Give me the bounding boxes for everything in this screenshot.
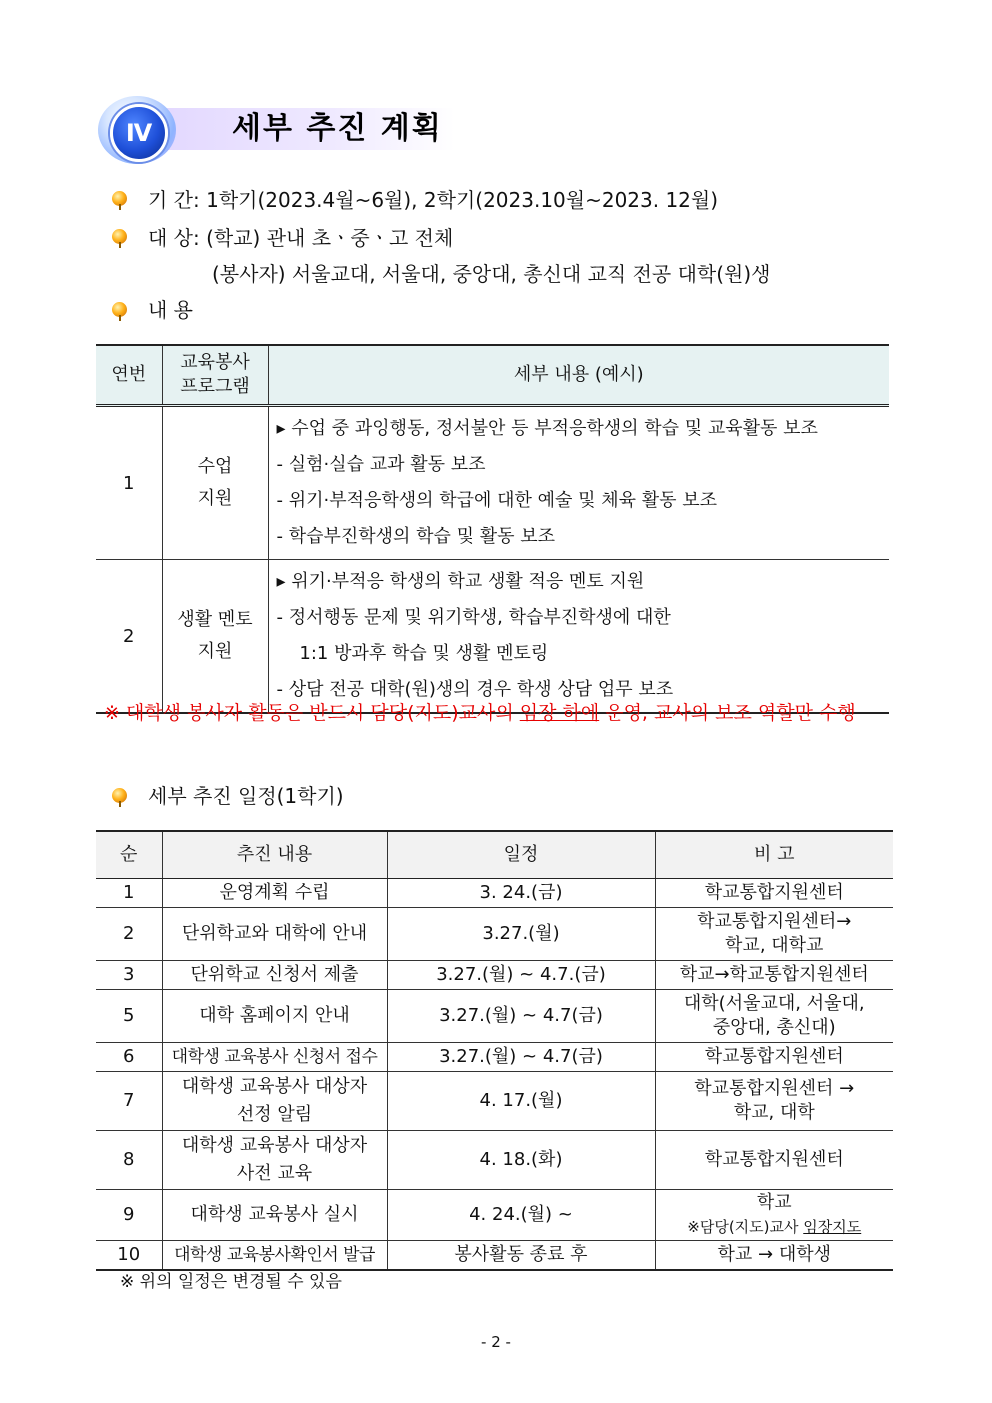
- target-line2: (봉사자) 서울교대, 서울대, 중앙대, 총신대 교직 전공 대학(원)생: [212, 262, 771, 286]
- bullet-icon: [112, 191, 127, 206]
- notice-part1: ※ 대학생 봉사자 활동은 반드시 담당(지도)교사의: [104, 702, 520, 724]
- row-detail: [268, 406, 889, 560]
- bullet-icon: [112, 229, 127, 244]
- row-date: 3.27.(월) ~ 4.7(금): [387, 1043, 655, 1072]
- period-line: [148, 186, 718, 214]
- row-date: 4. 17.(월): [387, 1072, 655, 1131]
- row-task: 단위학교와 대학에 안내: [162, 908, 387, 961]
- table-row: [96, 406, 889, 560]
- row-note: 학교→학교통합지원센터: [655, 961, 893, 990]
- row-num: 6: [96, 1043, 162, 1072]
- detail-line: 1:1 방과후 학습 및 생활 멘토링: [276, 643, 549, 664]
- row-note: 학교 → 대학생: [655, 1241, 893, 1270]
- row-note-line1: 학교: [756, 1192, 792, 1213]
- table-row: [96, 908, 893, 961]
- schedule-change-note: ※ 위의 일정은 변경될 수 있음: [120, 1272, 342, 1292]
- row-note-line1: 대학(서울교대, 서울대,: [683, 993, 865, 1014]
- detail-line: ▸ 수업 중 과잉행동, 정서불안 등 부적응학생의 학습 및 교육활동 보조: [276, 418, 818, 439]
- row-task: 대학생 교육봉사 실시: [162, 1190, 387, 1241]
- row-num: 1: [96, 406, 162, 560]
- header-detail: 세부 내용 (예시): [268, 345, 889, 406]
- schedule-table: [96, 830, 893, 1271]
- page-number: - 2 -: [481, 1333, 511, 1351]
- row-note: [655, 1072, 893, 1131]
- bullet-icon: [112, 302, 127, 317]
- row-task: [162, 1131, 387, 1190]
- row-note-line2: 학교, 대학: [733, 1102, 815, 1123]
- table-row: [96, 1190, 893, 1241]
- period-value: 1학기(2023.4월~6월), 2학기(2023.10월~2023. 12월): [206, 188, 719, 212]
- row-program-line1: 수업: [197, 456, 233, 477]
- row-task: [162, 1072, 387, 1131]
- section-title: 세부 추진 계획: [232, 111, 443, 146]
- detail-line: - 위기·부적응학생의 학급에 대한 예술 및 체육 활동 보조: [276, 490, 718, 511]
- row-num: 3: [96, 961, 162, 990]
- detail-line: - 상담 전공 대학(원)생의 경우 학생 상담 업무 보조: [276, 679, 674, 700]
- row-task: 대학 홈페이지 안내: [162, 990, 387, 1043]
- table-row: [96, 560, 889, 714]
- table-row: [96, 1241, 893, 1270]
- detail-line: - 학습부진학생의 학습 및 활동 보조: [276, 526, 556, 547]
- row-date: 3.27.(월) ~ 4.7.(금): [387, 961, 655, 990]
- schedule-label: 세부 추진 일정(1학기): [148, 784, 344, 808]
- table-header-row: [96, 345, 889, 406]
- row-note-line1: 학교통합지원센터→: [697, 911, 852, 932]
- row-date: 4. 18.(화): [387, 1131, 655, 1190]
- notice-underlined: 임장 하에: [519, 702, 600, 724]
- header-num: 연번: [96, 345, 162, 406]
- table-row: [96, 990, 893, 1043]
- header-note: 비 고: [655, 831, 893, 879]
- row-note: 학교통합지원센터: [655, 1043, 893, 1072]
- row-date: 3. 24.(금): [387, 879, 655, 908]
- row-note: 학교통합지원센터: [655, 879, 893, 908]
- table-row: [96, 1131, 893, 1190]
- bullet-icon: [112, 788, 127, 803]
- row-note: [655, 990, 893, 1043]
- detail-line: - 실험·실습 교과 활동 보조: [276, 454, 486, 475]
- row-num: 5: [96, 990, 162, 1043]
- section-numeral: Ⅳ: [110, 104, 168, 162]
- table-header-row: [96, 831, 893, 879]
- header-task: 추진 내용: [162, 831, 387, 879]
- row-date: 봉사활동 종료 후: [387, 1241, 655, 1270]
- row-num: 1: [96, 879, 162, 908]
- row-task: 단위학교 신청서 제출: [162, 961, 387, 990]
- header-num: 순: [96, 831, 162, 879]
- note-underlined: 임장지도: [803, 1218, 862, 1236]
- target-line1: (학교) 관내 초ㆍ중ㆍ고 전체: [206, 226, 454, 250]
- program-table: [96, 344, 889, 714]
- table-row: [96, 879, 893, 908]
- row-task-line2: 사전 교육: [236, 1163, 313, 1184]
- detail-line: - 정서행동 문제 및 위기학생, 학습부진학생에 대한: [276, 607, 671, 628]
- row-task: 대학생 교육봉사확인서 발급: [162, 1241, 387, 1270]
- notice-part2: 운영, 교사의 보조 역할만 수행: [599, 702, 856, 724]
- section-number-badge: [98, 96, 176, 164]
- row-num: 2: [96, 908, 162, 961]
- detail-line: ▸ 위기·부적응 학생의 학교 생활 적응 멘토 지원: [276, 571, 645, 592]
- row-note: 학교통합지원센터: [655, 1131, 893, 1190]
- row-task: 운영계획 수립: [162, 879, 387, 908]
- row-num: 10: [96, 1241, 162, 1270]
- table-row: [96, 961, 893, 990]
- row-task: 대학생 교육봉사 신청서 접수: [162, 1043, 387, 1072]
- row-note-line1: 학교통합지원센터 →: [694, 1078, 855, 1099]
- header-date: 일정: [387, 831, 655, 879]
- row-date: 3.27.(월) ~ 4.7(금): [387, 990, 655, 1043]
- row-detail: [268, 560, 889, 714]
- row-program-line2: 지원: [197, 488, 233, 509]
- row-task-line2: 선정 알림: [236, 1104, 313, 1125]
- row-date: 3.27.(월): [387, 908, 655, 961]
- row-note: [655, 908, 893, 961]
- note-prefix: ※담당(지도)교사: [687, 1218, 804, 1236]
- row-task-line1: 대학생 교육봉사 대상자: [181, 1135, 368, 1156]
- row-date: 4. 24.(월) ~: [387, 1190, 655, 1241]
- table-row: [96, 1072, 893, 1131]
- row-num: 7: [96, 1072, 162, 1131]
- content-label: 내 용: [148, 298, 193, 322]
- target-label: 대 상:: [148, 226, 200, 250]
- row-note-line2: 중앙대, 총신대): [712, 1017, 836, 1038]
- row-note: [655, 1190, 893, 1241]
- row-task-line1: 대학생 교육봉사 대상자: [181, 1076, 368, 1097]
- period-label: 기 간:: [148, 188, 200, 212]
- table-row: [96, 1043, 893, 1072]
- row-num: 9: [96, 1190, 162, 1241]
- row-program-line2: 지원: [197, 641, 233, 662]
- row-note-line2: 학교, 대학교: [725, 935, 824, 956]
- row-num: 2: [96, 560, 162, 714]
- header-program: [162, 345, 268, 406]
- row-program: [162, 406, 268, 560]
- row-program-line1: 생활 멘토: [177, 609, 253, 630]
- volunteer-notice: [104, 699, 856, 727]
- header-program-line2: 프로그램: [180, 376, 250, 397]
- target-line: [148, 224, 453, 252]
- row-note-line2: [657, 1215, 893, 1239]
- row-num: 8: [96, 1131, 162, 1190]
- row-program: [162, 560, 268, 714]
- header-program-line1: 교육봉사: [180, 352, 250, 373]
